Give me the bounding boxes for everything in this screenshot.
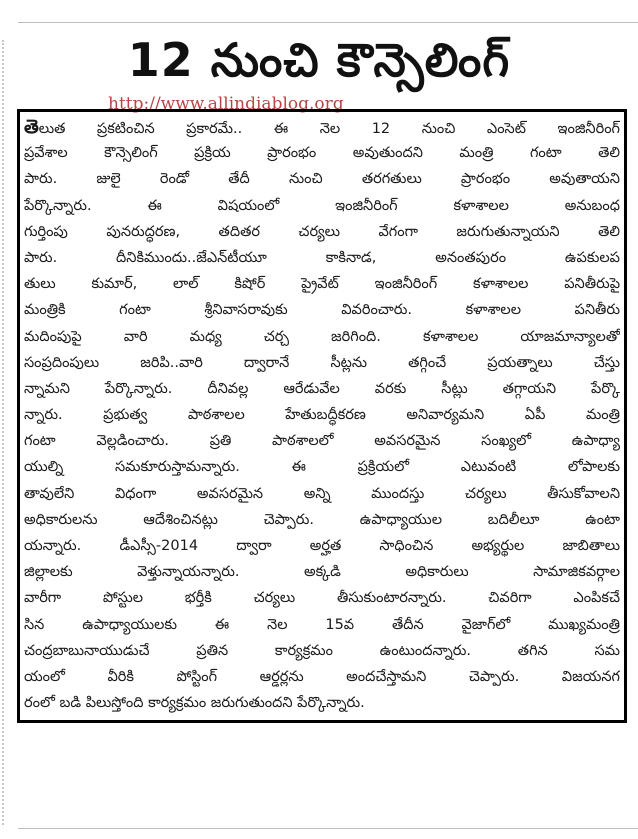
article-line: మదింపుపై వారి మధ్య చర్చ జరిగింది. కళాశాలల యాజమాన్యాలతో — [24, 328, 620, 345]
margin-dotted-line — [2, 40, 4, 825]
article-line: పారు. జులై రెండో తేదీ నుంచి తరగతులు ప్రారంభం అవుతాయని — [24, 171, 620, 188]
article-body — [24, 114, 620, 716]
headline: 12 నుంచి కౌన్సెలింగ్ — [127, 33, 511, 87]
article-line: తులు కుమార్, లాల్ కిషోర్ ప్రైవేట్ ఇంజినీరింగ్ కళాశాలల పనితీరుపై — [24, 276, 620, 293]
article-line: అధికారులను ఆదేశించినట్లు చెప్పారు. ఉపాధ్యాయుల బదిలీలూ ఉంటా — [24, 511, 620, 528]
bottom-divider — [18, 828, 638, 829]
article-line: గుర్తింపు పునరుద్ధరణ, తదితర చర్యలు వేగంగా జరుగుతున్నాయని తెలి — [24, 223, 620, 240]
article-line: న్నారు. ప్రభుత్వ పాఠశాలల హేతుబద్ధీకరణ అనివార్యమని ఏపీ మంత్రి — [24, 407, 620, 424]
article-line: న్నామని పేర్కొన్నారు. దీనివల్ల ఆరేడువేల వరకు సీట్లు తగ్గాయని పేర్కొ — [24, 380, 620, 397]
article-line: పారు. దీనికిముందు..జేఎన్‌టీయూ కాకినాడ, అనంతపురం ఉపకులప — [24, 249, 620, 266]
article-line: సంప్రదింపులు జరిపి..వారి ద్వారానే సీట్లను తగ్గించే ప్రయత్నాలు చేస్తు — [24, 354, 620, 371]
article-line: తావులేని విధంగా అవసరమైన అన్ని ముందస్తు చర్యలు తీసుకోవాలని — [24, 485, 620, 502]
article-line: తెలుత ప్రకటించిన ప్రకారమే.. ఈ నెల 12 నుంచి ఎంసెట్ ఇంజినీరింగ్ — [24, 116, 620, 138]
article-line: సిన ఉపాధ్యాయులకు ఈ నెల 15వ తేదీన వైజాగ్‌లో ముఖ్యమంత్రి — [24, 616, 620, 633]
article-line: గంటా వెల్లడించారు. ప్రతి పాఠశాలలో అవసరమైన సంఖ్యలో ఉపాధ్యా — [24, 433, 620, 450]
article-line: జిల్లాలకు వెళ్తున్నాయన్నారు. అక్కడి అధికారులు సామాజికవర్గాల — [24, 564, 620, 581]
article-line: మంత్రికి గంటా శ్రీనివాసరావుకు వివరించారు. కళాశాలల పనితీరు — [24, 302, 620, 319]
article-line: యుల్ని సమకూరుస్తామన్నారు. ఈ ప్రక్రియలో ఎటువంటి లోపాలకు — [24, 459, 620, 476]
article-line: చంద్రబాబునాయుడుచే ప్రతిన కార్యక్రమం ఉంటుందన్నారు. తగిన సమ — [24, 642, 620, 659]
watermark-url: http://www.allindiablog.org — [108, 94, 344, 114]
article-line: పేర్కొన్నారు. ఈ విషయంలో ఇంజినీరింగ్ కళాశాలల అనుబంధ — [24, 197, 620, 214]
article-line: ప్రవేశాల కౌన్సెలింగ్ ప్రక్రియ ప్రారంభం అవుతుందని మంత్రి గంటా తెలి — [24, 145, 620, 162]
drop-cap: తె — [24, 116, 39, 138]
article-line: యంలో వీరికి పోస్టింగ్ ఆర్డర్లను అందచేస్తామని చెప్పారు. విజయనగ — [24, 668, 620, 685]
article-line: వారీగా పోస్టుల భర్తీకి చర్యలు తీసుకుంటారన్నారు. చివరిగా ఎంపికచే — [24, 590, 620, 607]
article-line: రంలో బడి పిలుస్తోంది కార్యక్రమం జరుగుతుందని పేర్కొన్నారు. — [24, 695, 365, 712]
top-divider — [18, 22, 638, 23]
article-line: యన్నారు. డీఎస్సీ-2014 ద్వారా అర్హత సాధించిన అభ్యర్థుల జాబితాలు — [24, 538, 620, 554]
